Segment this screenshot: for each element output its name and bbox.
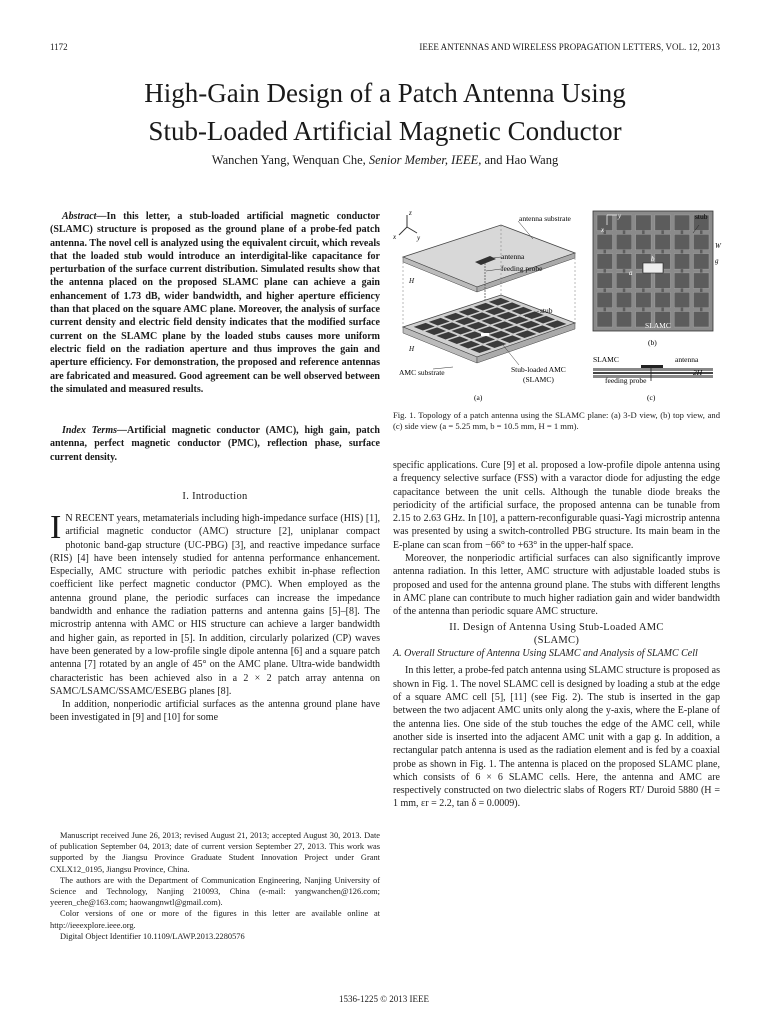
amc-cell-top xyxy=(694,254,710,270)
svg-text:SLAMC: SLAMC xyxy=(645,321,671,330)
svg-text:Stub-loaded AMC: Stub-loaded AMC xyxy=(511,365,566,374)
amc-cell-top xyxy=(674,312,690,328)
amc-cell-top xyxy=(655,273,671,289)
svg-text:2H: 2H xyxy=(693,368,703,377)
svg-text:W: W xyxy=(715,242,721,250)
footnote-affiliation: The authors are with the Department of Communication Engineering, Nanjing University of Science and Technology, Nanjing 210093, China (e-mail: yangwanchen@126.com; yeeren_che@163.com; haowangnwtl@gmail.com). xyxy=(50,875,380,908)
amc-cell-top xyxy=(597,273,613,289)
author-membership: Senior Member, IEEE, xyxy=(368,153,482,167)
svg-text:x: x xyxy=(393,233,397,241)
amc-cell-top xyxy=(694,234,710,250)
amc-cell-top xyxy=(636,273,652,289)
svg-text:b: b xyxy=(651,255,655,263)
svg-text:stub: stub xyxy=(695,212,708,221)
svg-text:(SLAMC): (SLAMC) xyxy=(523,375,554,384)
amc-cell-top xyxy=(636,234,652,250)
svg-text:z: z xyxy=(409,209,412,217)
svg-text:y: y xyxy=(618,212,622,220)
authors xyxy=(40,153,730,168)
amc-cell-top xyxy=(597,215,613,231)
amc-cell-top xyxy=(636,292,652,308)
figure-1a-3d-view xyxy=(393,209,575,402)
svg-text:(c): (c) xyxy=(647,393,656,402)
abstract-label: Abstract— xyxy=(62,211,107,222)
svg-text:a: a xyxy=(629,269,633,277)
amc-cell-top xyxy=(597,312,613,328)
amc-cell-top xyxy=(636,215,652,231)
title-line-2: Stub-Loaded Artificial Magnetic Conductor xyxy=(148,116,622,146)
amc-cell-top xyxy=(674,292,690,308)
section-2-heading: II. Design of Antenna Using Stub-Loaded AMC (SLAMC) xyxy=(449,621,664,646)
author-last: and Hao Wang xyxy=(484,153,559,167)
svg-text:y: y xyxy=(417,234,421,242)
svg-text:H: H xyxy=(409,345,415,353)
index-terms xyxy=(50,424,380,464)
subsection-a-heading: A. Overall Structure of Antenna Using SLAMC and Analysis of SLAMC Cell xyxy=(393,648,698,660)
footnote-color: Color versions of one or more of the figures in this letter are available online at http://ieeexplore.ieee.org. xyxy=(50,909,380,930)
svg-text:x: x xyxy=(601,226,605,234)
amc-cell-top xyxy=(674,273,690,289)
index-terms-label: Index Terms— xyxy=(62,425,127,436)
svg-text:(b): (b) xyxy=(648,338,657,347)
right-column-body xyxy=(393,459,720,811)
amc-cell-top xyxy=(597,292,613,308)
title-line-1: High-Gain Design of a Patch Antenna Using xyxy=(144,78,626,108)
paper-title xyxy=(40,74,730,150)
svg-text:(a): (a) xyxy=(474,393,483,402)
introduction-body xyxy=(50,509,380,725)
amc-cell-top xyxy=(616,292,632,308)
amc-cell-top xyxy=(674,234,690,250)
figure-1c-side-view xyxy=(593,355,713,402)
svg-text:g: g xyxy=(715,257,719,265)
svg-text:antenna: antenna xyxy=(501,252,525,261)
footnotes xyxy=(50,830,380,942)
drop-cap: I xyxy=(50,509,62,546)
svg-text:AMC substrate: AMC substrate xyxy=(399,368,445,377)
amc-cell-top xyxy=(655,215,671,231)
journal-header: IEEE ANTENNAS AND WIRELESS PROPAGATION LETTERS, VOL. 12, 2013 xyxy=(419,42,720,52)
svg-text:feeding probe: feeding probe xyxy=(501,264,543,273)
svg-text:H: H xyxy=(409,277,415,285)
amc-cell-top xyxy=(694,312,710,328)
page-number: 1172 xyxy=(50,42,68,52)
right-paragraph-3: In this letter, a probe-fed patch antenna using SLAMC structure is proposed as shown in Fig. 1. The novel SLAMC cell is designed by loading a stub at the edge of a square AMC cell [5], [11] (see Fig. 2). The stub is inserted in the gap between the two adjacent AMC units only along the y-axis, where the E-plane of the antenna lies. One side of the stub touches the edge of the AMC cell, while another side is inserted into the adjacent AMC unit with a gap g. In addition, a rectangular patch antenna is used as the radiation element and is fed by a coaxial probe as shown in Fig. 1. The antenna is placed on the proposed SLAMC plane, which consists of 6 × 6 SLAMC cells. Here, the antenna and AMC are respectively constructed on two dielectric slabs of Rogers RT/ Duroid 5880 (H = 1 mm, εr = 2.2, tan δ = 0.0009). xyxy=(393,665,720,810)
intro-paragraph-2: In addition, nonperiodic artificial surfaces as the antenna ground plane have been investigated in [9] and [10] for some xyxy=(50,699,380,724)
footnote-doi: Digital Object Identifier 10.1109/LAWP.2013.2280576 xyxy=(60,931,245,941)
amc-cell-top xyxy=(616,312,632,328)
amc-cell-top xyxy=(655,292,671,308)
figure-1 xyxy=(393,205,723,405)
amc-cell-top xyxy=(616,254,632,270)
svg-text:stub: stub xyxy=(540,306,553,315)
amc-cell-top xyxy=(597,234,613,250)
antenna-substrate xyxy=(403,225,575,287)
right-paragraph-1: specific applications. Cure [9] et al. proposed a low-profile dipole antenna using a frequency selective surface (FSS) with a varactor diode for adjusting the edge capacitance between the unit cells. Although the tunable diode breaks the periodicity of the artificial surface, the proposed antenna can be tunable from 2.15 to 2.63 GHz. In [10], a pattern-reconfigurable quasi-Yagi microstrip antenna was presented by using a switch-controlled PBG structure. Its main beam in the E-plane can scan from −66° to +63° in the upper-half space. xyxy=(393,460,720,551)
right-paragraph-2: Moreover, the nonperiodic artificial surfaces can also significantly improve antenna radiation. In this letter, AMC structure with adjustable loaded stubs is proposed and used for the antenna ground plane. The stubs with different lengths in AMC plane can contribute to much higher radiation gain and wider bandwidth of the antenna than periodic square AMC structure. xyxy=(393,553,720,618)
figure-1-caption: Fig. 1. Topology of a patch antenna using the SLAMC plane: (a) 3-D view, (b) top view, and (c) side view (a = 5.25 mm, b = 10.5 mm, H = 1 mm). xyxy=(393,410,720,432)
amc-cell-top xyxy=(597,254,613,270)
amc-cell-top xyxy=(694,292,710,308)
top-view-antenna xyxy=(643,263,663,273)
svg-text:SLAMC: SLAMC xyxy=(593,355,619,364)
section-1-heading: I. Introduction xyxy=(182,491,248,502)
probe-hole xyxy=(481,333,489,336)
intro-paragraph-1: I N RECENT years, metamaterials including high-impedance surface (HIS) [1], artificial magnetic conductor (AMC) structure [2], uniplanar compact photonic band-gap structure (UC-PBG) [3], and reactive impedance surface (RIS) [4] have been intensely studied for antenna performance enhancement. Especially, AMC structure with periodic patches exhibit in-phase reflection coefficient like perfect magnetic conductor (PMC). When employed as the antenna ground plane, the periodic surfaces can increase the impedance bandwidth and enhance the radiation patterns and antenna gains [5]–[8]. The microstrip antenna with AMC or HIS structure can achieve a larger bandwidth and higher gain, as reported in [5]. In addition, circularly polarized (CP) waves have been generated by a low-profile single dipole antenna [6] and a square patch antenna [7] rotated by an angle of 45° on the AMC plane. Ultra-wide bandwidth characteristic has been achieved also in a 2 × 2 patch array antenna on SAMC/LSAMC/SSAMC/ESEBG planes [8]. xyxy=(50,509,380,697)
abstract-text: In this letter, a stub-loaded artificial magnetic conductor (SLAMC) structure is proposed as the ground plane of a probe-fed patch antenna. The novel cell is analyzed using the equivalent circuit, which reveals that the loaded stub would introduce an interdigital-like capacitance for perturbation of the surface current distribution. Simulated results show that the antenna placed on the proposed SLAMC plane can achieve a gain enhancement of 1.73 dB, wider bandwidth, and higher aperture efficiency than that placed on the square AMC plane. Moreover, the analysis of surface current density and electric field density indicates that the modified surface current on the SLAMC plane by the loaded stubs causes more uniform electric field on the radiation aperture and thus improves the gain and aperture efficiency. For demonstration, the proposed and reference antennas are fabricated and measured. Good agreement can be well observed between the simulated and measured results. xyxy=(50,211,380,395)
svg-text:antenna: antenna xyxy=(675,355,699,364)
amc-cell-top xyxy=(616,234,632,250)
index-terms-text: Artificial magnetic conductor (AMC), high gain, patch antenna, perfect magnetic conductor (PMC), reflection phase, surface current density. xyxy=(50,425,380,463)
amc-cell-top xyxy=(674,254,690,270)
abstract xyxy=(50,210,380,396)
amc-cell-top xyxy=(694,273,710,289)
footnote-received: Manuscript received June 26, 2013; revised August 21, 2013; accepted August 30, 2013. Date of publication September 04, 2013; date of current version September 27, 2013. This work was supported by the Jiangsu Province Graduate Student Innovation Project under Grant CXLX12_0195, Jiangsu Province, China. xyxy=(50,831,380,874)
side-antenna xyxy=(641,365,663,368)
author-names: Wanchen Yang, Wenquan Che, xyxy=(211,153,366,167)
page-footer: 1536-1225 © 2013 IEEE xyxy=(338,994,430,1004)
figure-1b-top-view xyxy=(593,211,722,347)
svg-text:feeding probe: feeding probe xyxy=(605,376,647,385)
svg-text:antenna substrate: antenna substrate xyxy=(519,214,571,223)
amc-cell-top xyxy=(655,234,671,250)
amc-cell-top xyxy=(674,215,690,231)
